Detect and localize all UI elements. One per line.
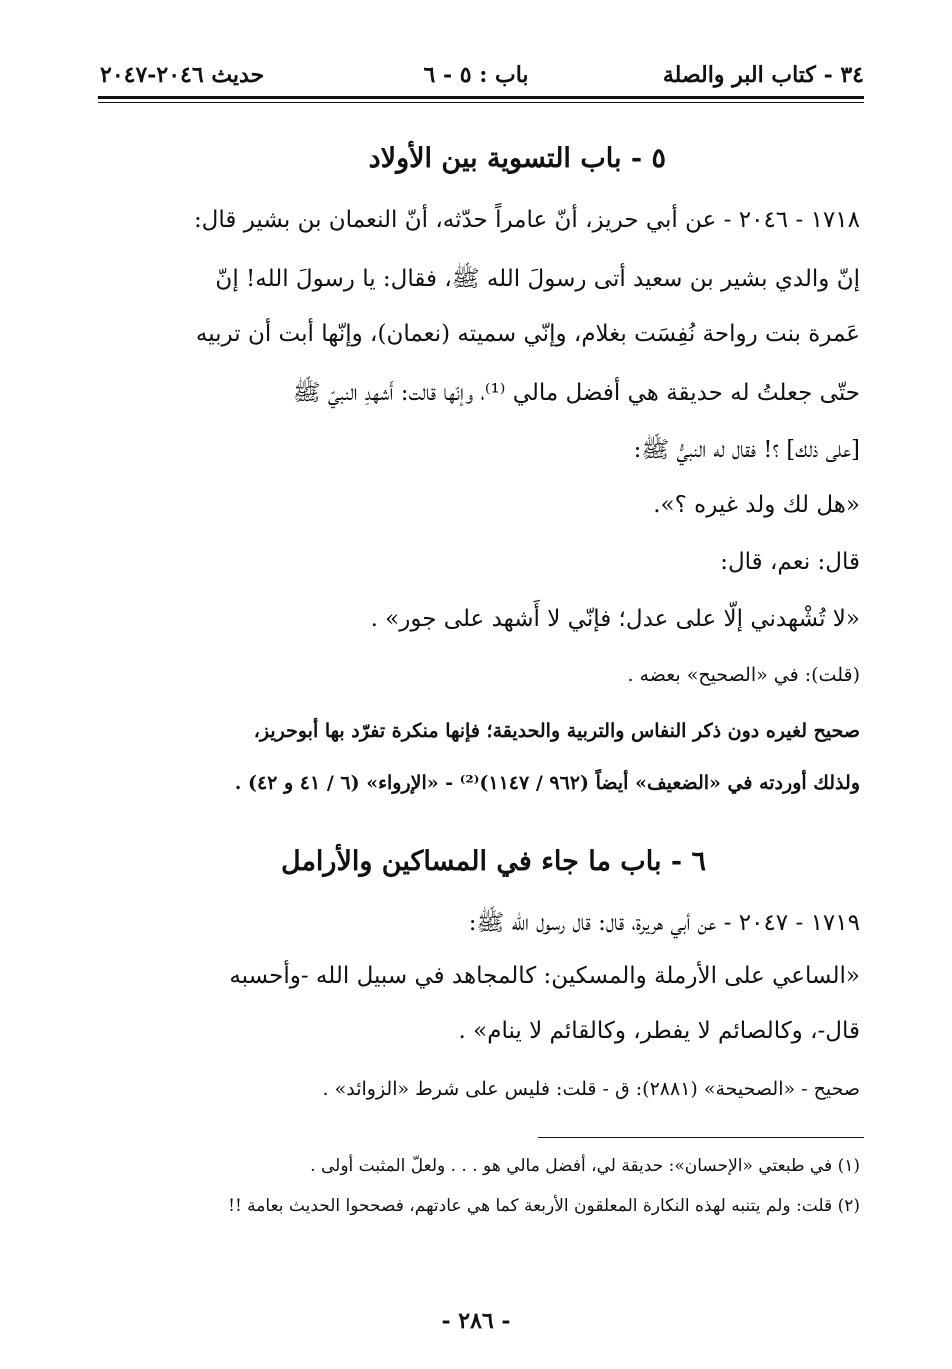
grading-hadith-1719: صحيح - «الصحيحة» (٢٨٨١): ق - قلت: فليس على شرط «الزوائد» . xyxy=(322,1078,860,1100)
hadith-1719-line-3: قال-، وكالصائم لا يفطر، وكالقائم لا ينام» . xyxy=(458,1018,860,1044)
hadith-1718-line-7: قال: نعم، قال: xyxy=(720,549,860,575)
hadith-1718-line-1: ١٧١٨ - ٢٠٤٦ - عن أبي حريز، أنّ عامراً حدّثه، أنّ النعمان بن بشير قال: xyxy=(193,207,860,233)
hadith-1719-line-1: ١٧١٩ - ٢٠٤٧ - عن أبي هريرة، قال: قال رسول الله ﷺ: xyxy=(468,910,860,936)
chapter-heading-5: ٥ - باب التسوية بين الأولاد xyxy=(368,143,666,174)
hadith-1719-line-2: «الساعي على الأرملة والمسكين: كالمجاهد في سبيل الله -وأحسبه xyxy=(229,963,860,989)
header-rule-thin xyxy=(98,102,864,103)
header-rule-thick xyxy=(98,96,864,99)
footnote-1: (١) في طبعتي «الإحسان»: حديقة لي، أفضل مالي هو . . . ولعلّ المثبت أولى . xyxy=(310,1156,860,1176)
footnote-2: (٢) قلت: ولم يتنبه لهذه النكارة المعلقون الأربعة كما هي عادتهم، فصححوا الحديث بعامة !! xyxy=(228,1196,860,1216)
hadith-1718-line-6: «هل لك ولد غيره ؟». xyxy=(653,492,860,518)
grading-line-2: ولذلك أوردته في «الضعيف» أيضاً (٩٦٢ / ١١٤٧)⁽²⁾ - «الإرواء» (٦ / ٤١ و ٤٢) . xyxy=(234,772,860,794)
hadith-1718-line-8: «لا تُشْهدني إلّا على عدل؛ فإنّي لا أَشهد على جور» . xyxy=(370,606,860,632)
footnote-rule xyxy=(538,1137,864,1138)
page-number: - ٢٨٦ - xyxy=(441,1308,511,1334)
chapter-heading-6: ٦ - باب ما جاء في المساكين والأرامل xyxy=(281,846,706,877)
grading-line-1: صحيح لغيره دون ذكر النفاس والتربية والحديقة؛ فإنها منكرة تفرّد بها أبوحريز، xyxy=(253,720,860,742)
running-header-hadiths: حديث ٢٠٤٦-٢٠٤٧ xyxy=(100,62,265,88)
running-header-book: ٣٤ - كتاب البر والصلة xyxy=(662,62,864,88)
hadith-1718-line-2: إنّ والدي بشير بن سعيد أتى رسولَ الله ﷺ، فقال: يا رسولَ الله! إنّ xyxy=(215,266,860,292)
hadith-1718-line-5: [على ذلك] ؟! فقال له النبيُّ ﷺ: xyxy=(633,437,860,463)
running-header-chapters: باب : ٥ - ٦ xyxy=(423,62,529,88)
hadith-1718-line-3: عَمرة بنت رواحة نُفِسَت بغلام، وإنّي سميته (نعمان)، وإنّها أبت أن تربيه xyxy=(195,321,860,347)
hadith-1718-line-4: حتّى جعلتُ له حديقة هي أفضل مالي ⁽¹⁾، وإنّها قالت: أَشهدِ النبيّ ﷺ xyxy=(292,380,860,406)
editor-note: (قلت): في «الصحيح» بعضه . xyxy=(627,664,860,686)
